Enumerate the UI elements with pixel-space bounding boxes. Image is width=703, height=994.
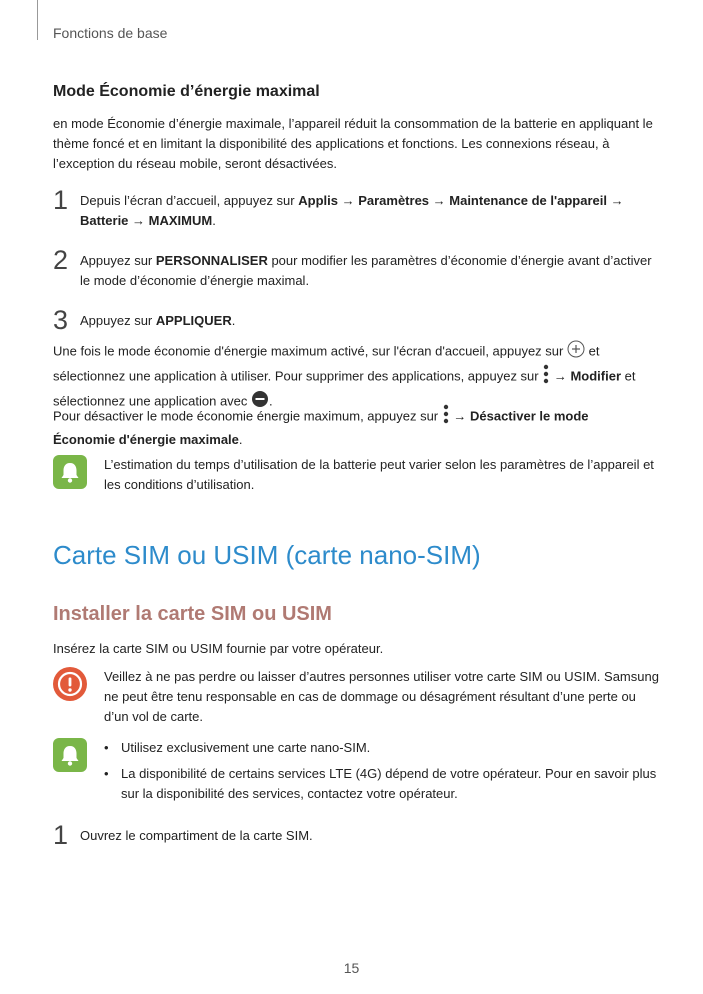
step-number: 3	[53, 305, 69, 335]
bell-icon	[53, 455, 87, 489]
list-item: • La disponibilité de certains services LTE (4G) dépend de votre opérateur. Pour en savoir plus sur la disponibilité des services, contactez votre opérateur.	[104, 764, 664, 804]
menu-personnaliser: PERSONNALISER	[155, 253, 268, 268]
menu-maintenance: Maintenance de l'appareil	[449, 193, 607, 208]
page-number: 15	[343, 960, 360, 976]
step-number: 1	[53, 820, 69, 850]
step-text: Appuyez sur APPLIQUER.	[80, 313, 236, 328]
shortcut-paragraph: Une fois le mode économie d'énergie maximum activé, sur l'écran d'accueil, appuyez sur et sélectionnez une application à utiliser. Pour supprimer des applications, appuyez sur → Modifier et sélectionnez une application avec .	[53, 340, 653, 414]
menu-maximum: MAXIMUM	[148, 213, 213, 228]
step-number: 1	[53, 185, 69, 215]
warning-icon	[53, 667, 87, 701]
deactivate-paragraph: Pour désactiver le mode économie énergie maximum, appuyez sur → Désactiver le mode Économie d'énergie maximale.	[53, 404, 653, 450]
menu-desactiver: Désactiver le mode Économie d'énergie maximale	[53, 408, 589, 447]
menu-appliquer: APPLIQUER	[155, 313, 232, 328]
step-text: Ouvrez le compartiment de la carte SIM.	[80, 828, 313, 843]
note-bullets	[104, 738, 664, 810]
step-number: 2	[53, 245, 69, 275]
bell-icon	[53, 738, 87, 772]
plus-icon	[567, 340, 585, 364]
subsection-heading-install: Installer la carte SIM ou USIM	[53, 603, 332, 625]
warning-text: Veillez à ne pas perdre ou laisser d’autres personnes utiliser votre carte SIM ou USIM. Samsung ne peut être tenu responsable en cas de dommage ou désagrément résultant d’une perte ou d’un vol de carte.	[104, 669, 659, 724]
intro-paragraph: en mode Économie d’énergie maximale, l’appareil réduit la consommation de la batterie en appliquant le thème foncé et en limitant la disponibilité des applications et fonctions. Les connexions réseau, à l’exception du réseau mobile, seront désactivées.	[53, 116, 653, 171]
page-rule	[37, 0, 38, 40]
list-item: • Utilisez exclusivement une carte nano-SIM.	[104, 738, 664, 758]
section-heading-sim: Carte SIM ou USIM (carte nano-SIM)	[53, 540, 481, 570]
step-text: Appuyez sur PERSONNALISER pour modifier les paramètres d’économie d’énergie avant d’activer le mode d’économie d’énergie maximal.	[80, 253, 652, 288]
insert-paragraph: Insérez la carte SIM ou USIM fournie par votre opérateur.	[53, 641, 384, 656]
section-title: Mode Économie d’énergie maximal	[53, 83, 320, 100]
running-header: Fonctions de base	[53, 25, 168, 41]
more-options-icon	[442, 404, 450, 430]
menu-batterie: Batterie	[80, 213, 129, 228]
menu-modifier: Modifier	[570, 368, 622, 384]
step-text: Depuis l’écran d’accueil, appuyez sur Applis → Paramètres → Maintenance de l'appareil → Batterie → MAXIMUM.	[80, 193, 624, 228]
menu-parametres: Paramètres	[358, 193, 430, 208]
menu-applis: Applis	[298, 193, 338, 208]
note-text: L’estimation du temps d’utilisation de la batterie peut varier selon les paramètres de l’appareil et les conditions d’utilisation.	[104, 457, 654, 492]
